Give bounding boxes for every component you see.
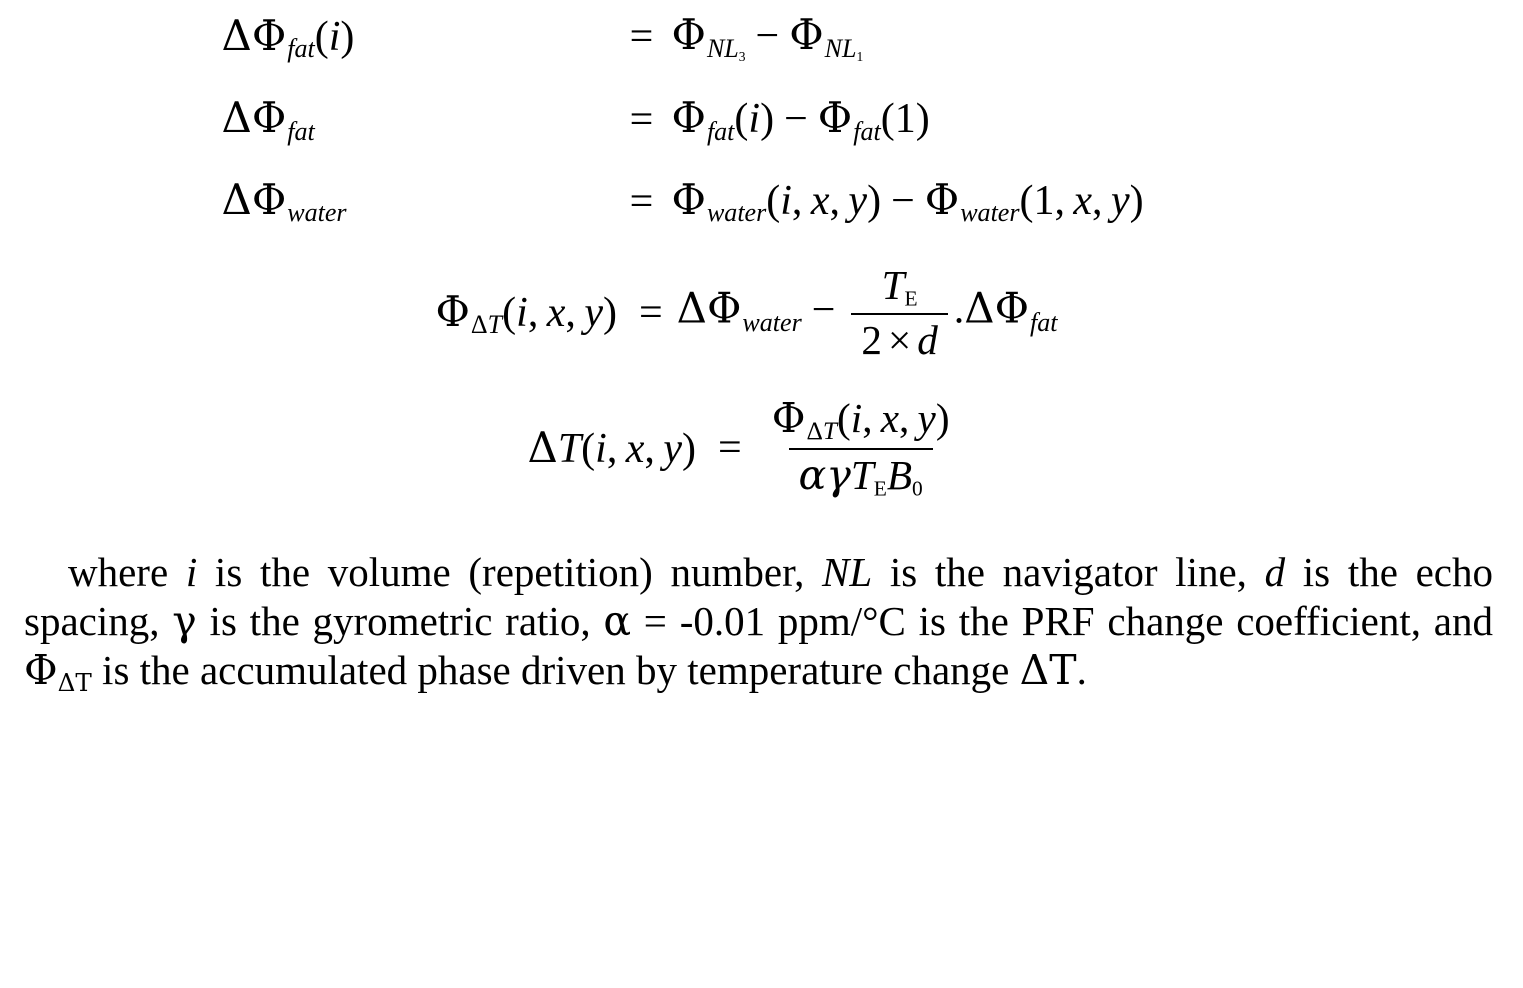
aligned-equations xyxy=(222,10,1452,228)
para-text-1: where xyxy=(68,548,186,595)
equation-4-lhs: $\Phi_{\Delta T}(i$, x, y) xyxy=(435,286,617,340)
equation-5-rhs xyxy=(756,393,966,501)
equation-4-relation: = xyxy=(638,290,663,337)
equation-5-fraction: $\frac{\Phi_{\Delta T}(i, x, y)}{\text{αγTEB0}}$ xyxy=(771,393,950,501)
symbol-phi-subscript: ΔT xyxy=(57,668,92,698)
para-text-8: . xyxy=(1076,647,1087,694)
equation-5-lhs: ΔT(i, x, y) xyxy=(527,423,696,473)
equation-3-rhs: $\Phi_{water}(i$, x, $y) - \Phi_{water}(1$, x, y) xyxy=(671,174,1144,228)
para-text-7: is the accumulated phase driven by temperature change xyxy=(91,647,1020,694)
equation-2-lhs: $\Delta\Phi_{fat}$ xyxy=(221,92,315,146)
equation-2-rhs: $\Phi_{fat}(i) - \Phi_{fat}(1)$ xyxy=(671,92,930,146)
symbol-d: d xyxy=(1264,548,1286,595)
symbol-nl: NL xyxy=(822,548,873,595)
equation-2-relation: = xyxy=(629,96,654,143)
symbol-alpha: α xyxy=(603,597,632,645)
para-text-2: is the volume (repetition) number, xyxy=(197,548,823,595)
symbol-gamma: γ xyxy=(172,597,197,645)
equation-1-lhs: $\Delta\Phi_{fat}(i)$ xyxy=(221,10,355,64)
equation-5 xyxy=(42,393,1452,501)
equation-4 xyxy=(42,264,1452,362)
equation-block xyxy=(72,10,1452,500)
equation-5-relation: = xyxy=(718,425,742,472)
symbol-phi: Φ xyxy=(24,646,58,695)
para-text-6: = -0.01 ppm/°C is the PRF change coefficient, and xyxy=(631,598,1493,644)
explanatory-paragraph xyxy=(18,548,1505,698)
equation-4-rhs: $\Delta\Phi_{water}$ − $\frac{TE}{2 \times d}$ $.\Delta\Phi_{fat}$ xyxy=(676,262,1058,364)
para-text-3: is the navigator line, xyxy=(872,548,1265,595)
para-text-5: is the gyrometric ratio, xyxy=(196,598,604,644)
symbol-i: i xyxy=(185,548,198,595)
equation-4-fraction: $\frac{TE}{2 \times d}$ xyxy=(851,264,947,362)
equation-3-relation: = xyxy=(629,178,654,225)
equation-1-relation: = xyxy=(629,14,654,61)
equation-1-rhs: $\Phi_{NL3} - \Phi_{NL1}$ xyxy=(671,10,864,64)
symbol-delta-t: ΔT xyxy=(1019,646,1077,695)
equation-3-lhs: $\Delta\Phi_{water}$ xyxy=(221,174,347,228)
para-text-4: is the echo spacing, xyxy=(24,548,1493,644)
